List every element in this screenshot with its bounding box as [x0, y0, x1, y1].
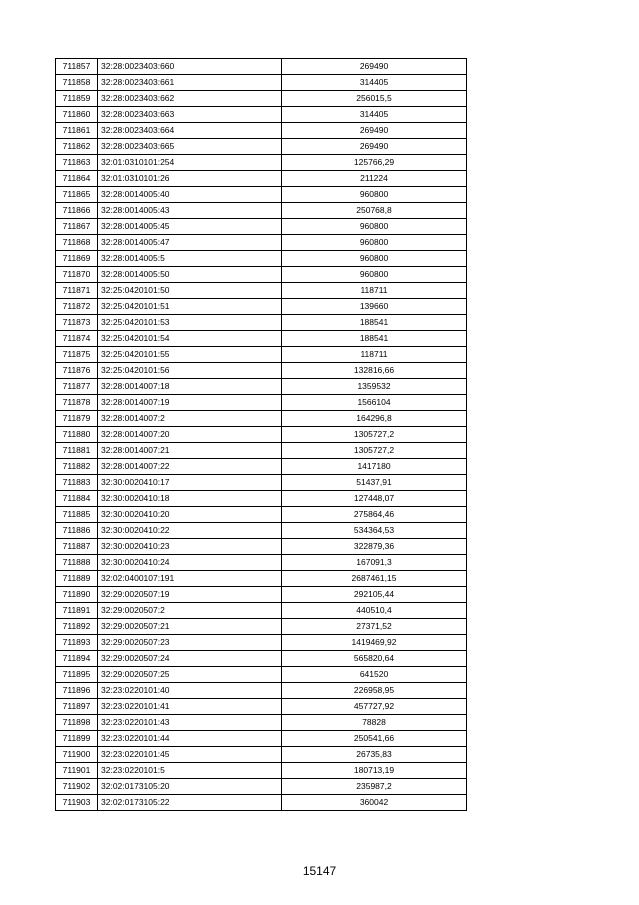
value-cell: 269490: [282, 139, 467, 155]
table-row: [56, 491, 467, 507]
row-id-cell: 711862: [56, 139, 98, 155]
value-cell: 250768,8: [282, 203, 467, 219]
value-cell: 2687461,15: [282, 571, 467, 587]
table-row: [56, 107, 467, 123]
cadastral-number-cell: 32:28:0014005:43: [98, 203, 282, 219]
value-cell: 188541: [282, 331, 467, 347]
table-row: [56, 683, 467, 699]
table-row: [56, 763, 467, 779]
table-row: [56, 219, 467, 235]
table-row: [56, 507, 467, 523]
row-id-cell: 711873: [56, 315, 98, 331]
value-cell: 292105,44: [282, 587, 467, 603]
table-row: [56, 171, 467, 187]
row-id-cell: 711872: [56, 299, 98, 315]
cadastral-number-cell: 32:28:0014007:18: [98, 379, 282, 395]
table-row: [56, 539, 467, 555]
cadastral-number-cell: 32:23:0220101:5: [98, 763, 282, 779]
cadastral-number-cell: 32:23:0220101:43: [98, 715, 282, 731]
cadastral-number-cell: 32:25:0420101:51: [98, 299, 282, 315]
row-id-cell: 711894: [56, 651, 98, 667]
cadastral-number-cell: 32:28:0014007:20: [98, 427, 282, 443]
row-id-cell: 711861: [56, 123, 98, 139]
value-cell: 960800: [282, 251, 467, 267]
table-row: [56, 635, 467, 651]
table-row: [56, 523, 467, 539]
cadastral-number-cell: 32:29:0020507:24: [98, 651, 282, 667]
table-row: [56, 443, 467, 459]
value-cell: 360042: [282, 795, 467, 811]
row-id-cell: 711871: [56, 283, 98, 299]
cadastral-value-table: [55, 58, 467, 811]
row-id-cell: 711865: [56, 187, 98, 203]
table-row: [56, 187, 467, 203]
table-row: [56, 91, 467, 107]
cadastral-number-cell: 32:28:0023403:665: [98, 139, 282, 155]
cadastral-number-cell: 32:29:0020507:23: [98, 635, 282, 651]
cadastral-number-cell: 32:25:0420101:50: [98, 283, 282, 299]
row-id-cell: 711879: [56, 411, 98, 427]
table-row: [56, 123, 467, 139]
value-cell: 1417180: [282, 459, 467, 475]
table-row: [56, 699, 467, 715]
cadastral-number-cell: 32:29:0020507:21: [98, 619, 282, 635]
row-id-cell: 711896: [56, 683, 98, 699]
cadastral-number-cell: 32:28:0014007:2: [98, 411, 282, 427]
cadastral-number-cell: 32:29:0020507:19: [98, 587, 282, 603]
cadastral-number-cell: 32:28:0023403:664: [98, 123, 282, 139]
cadastral-number-cell: 32:25:0420101:53: [98, 315, 282, 331]
table-body: [56, 59, 467, 811]
table-row: [56, 795, 467, 811]
table-row: [56, 395, 467, 411]
table-row: [56, 731, 467, 747]
row-id-cell: 711883: [56, 475, 98, 491]
value-cell: 440510,4: [282, 603, 467, 619]
value-cell: 180713,19: [282, 763, 467, 779]
cadastral-number-cell: 32:30:0020410:22: [98, 523, 282, 539]
cadastral-number-cell: 32:30:0020410:24: [98, 555, 282, 571]
value-cell: 960800: [282, 267, 467, 283]
value-cell: 960800: [282, 235, 467, 251]
cadastral-number-cell: 32:30:0020410:23: [98, 539, 282, 555]
row-id-cell: 711892: [56, 619, 98, 635]
value-cell: 565820,64: [282, 651, 467, 667]
row-id-cell: 711882: [56, 459, 98, 475]
table-row: [56, 267, 467, 283]
row-id-cell: 711889: [56, 571, 98, 587]
cadastral-number-cell: 32:28:0014007:22: [98, 459, 282, 475]
cadastral-number-cell: 32:30:0020410:17: [98, 475, 282, 491]
cadastral-number-cell: 32:23:0220101:41: [98, 699, 282, 715]
value-cell: 167091,3: [282, 555, 467, 571]
value-cell: 125766,29: [282, 155, 467, 171]
table-row: [56, 571, 467, 587]
cadastral-number-cell: 32:28:0014007:21: [98, 443, 282, 459]
value-cell: 534364,53: [282, 523, 467, 539]
row-id-cell: 711868: [56, 235, 98, 251]
table-row: [56, 251, 467, 267]
value-cell: 250541,66: [282, 731, 467, 747]
value-cell: 1566104: [282, 395, 467, 411]
row-id-cell: 711869: [56, 251, 98, 267]
value-cell: 960800: [282, 219, 467, 235]
cadastral-number-cell: 32:28:0014005:47: [98, 235, 282, 251]
value-cell: 314405: [282, 75, 467, 91]
value-cell: 641520: [282, 667, 467, 683]
cadastral-number-cell: 32:30:0020410:20: [98, 507, 282, 523]
cadastral-number-cell: 32:28:0014005:50: [98, 267, 282, 283]
table-row: [56, 331, 467, 347]
table-row: [56, 347, 467, 363]
row-id-cell: 711859: [56, 91, 98, 107]
value-cell: 26735,83: [282, 747, 467, 763]
row-id-cell: 711874: [56, 331, 98, 347]
table-row: [56, 555, 467, 571]
row-id-cell: 711870: [56, 267, 98, 283]
row-id-cell: 711877: [56, 379, 98, 395]
value-cell: 457727,92: [282, 699, 467, 715]
cadastral-number-cell: 32:25:0420101:55: [98, 347, 282, 363]
row-id-cell: 711888: [56, 555, 98, 571]
cadastral-number-cell: 32:29:0020507:25: [98, 667, 282, 683]
row-id-cell: 711897: [56, 699, 98, 715]
row-id-cell: 711864: [56, 171, 98, 187]
table-row: [56, 283, 467, 299]
cadastral-number-cell: 32:02:0400107:191: [98, 571, 282, 587]
cadastral-number-cell: 32:23:0220101:40: [98, 683, 282, 699]
row-id-cell: 711903: [56, 795, 98, 811]
value-cell: 27371,52: [282, 619, 467, 635]
cadastral-number-cell: 32:29:0020507:2: [98, 603, 282, 619]
row-id-cell: 711878: [56, 395, 98, 411]
table-row: [56, 363, 467, 379]
value-cell: 226958,95: [282, 683, 467, 699]
cadastral-number-cell: 32:28:0023403:663: [98, 107, 282, 123]
row-id-cell: 711876: [56, 363, 98, 379]
row-id-cell: 711884: [56, 491, 98, 507]
cadastral-number-cell: 32:28:0023403:661: [98, 75, 282, 91]
row-id-cell: 711898: [56, 715, 98, 731]
value-cell: 235987,2: [282, 779, 467, 795]
row-id-cell: 711895: [56, 667, 98, 683]
row-id-cell: 711900: [56, 747, 98, 763]
table-row: [56, 667, 467, 683]
value-cell: 269490: [282, 59, 467, 75]
table-row: [56, 459, 467, 475]
row-id-cell: 711890: [56, 587, 98, 603]
row-id-cell: 711875: [56, 347, 98, 363]
table-row: [56, 651, 467, 667]
cadastral-number-cell: 32:30:0020410:18: [98, 491, 282, 507]
table-row: [56, 379, 467, 395]
cadastral-number-cell: 32:01:0310101:26: [98, 171, 282, 187]
row-id-cell: 711886: [56, 523, 98, 539]
row-id-cell: 711902: [56, 779, 98, 795]
value-cell: 139660: [282, 299, 467, 315]
table-row: [56, 587, 467, 603]
value-cell: 1305727,2: [282, 427, 467, 443]
value-cell: 132816,66: [282, 363, 467, 379]
value-cell: 78828: [282, 715, 467, 731]
cadastral-number-cell: 32:25:0420101:56: [98, 363, 282, 379]
table-row: [56, 139, 467, 155]
row-id-cell: 711899: [56, 731, 98, 747]
value-cell: 164296,8: [282, 411, 467, 427]
row-id-cell: 711887: [56, 539, 98, 555]
value-cell: 1419469,92: [282, 635, 467, 651]
row-id-cell: 711893: [56, 635, 98, 651]
cadastral-number-cell: 32:28:0014005:45: [98, 219, 282, 235]
row-id-cell: 711860: [56, 107, 98, 123]
table-row: [56, 747, 467, 763]
value-cell: 1359532: [282, 379, 467, 395]
table-row: [56, 59, 467, 75]
value-cell: 211224: [282, 171, 467, 187]
cadastral-number-cell: 32:28:0014005:40: [98, 187, 282, 203]
table-row: [56, 203, 467, 219]
table-row: [56, 475, 467, 491]
table-row: [56, 715, 467, 731]
value-cell: 1305727,2: [282, 443, 467, 459]
page-number: 15147: [302, 864, 337, 878]
table-row: [56, 619, 467, 635]
table-row: [56, 299, 467, 315]
row-id-cell: 711901: [56, 763, 98, 779]
value-cell: 269490: [282, 123, 467, 139]
table-row: [56, 315, 467, 331]
cadastral-number-cell: 32:23:0220101:44: [98, 731, 282, 747]
table-row: [56, 75, 467, 91]
value-cell: 118711: [282, 347, 467, 363]
row-id-cell: 711863: [56, 155, 98, 171]
row-id-cell: 711866: [56, 203, 98, 219]
cadastral-number-cell: 32:28:0023403:662: [98, 91, 282, 107]
cadastral-number-cell: 32:01:0310101:254: [98, 155, 282, 171]
row-id-cell: 711885: [56, 507, 98, 523]
value-cell: 188541: [282, 315, 467, 331]
row-id-cell: 711880: [56, 427, 98, 443]
row-id-cell: 711881: [56, 443, 98, 459]
cadastral-number-cell: 32:25:0420101:54: [98, 331, 282, 347]
cadastral-number-cell: 32:02:0173105:20: [98, 779, 282, 795]
cadastral-number-cell: 32:28:0023403:660: [98, 59, 282, 75]
cadastral-number-cell: 32:28:0014005:5: [98, 251, 282, 267]
value-cell: 275864,46: [282, 507, 467, 523]
value-cell: 127448,07: [282, 491, 467, 507]
table-row: [56, 155, 467, 171]
value-cell: 960800: [282, 187, 467, 203]
row-id-cell: 711867: [56, 219, 98, 235]
value-cell: 314405: [282, 107, 467, 123]
cadastral-number-cell: 32:28:0014007:19: [98, 395, 282, 411]
table-row: [56, 603, 467, 619]
value-cell: 118711: [282, 283, 467, 299]
row-id-cell: 711858: [56, 75, 98, 91]
row-id-cell: 711857: [56, 59, 98, 75]
table-row: [56, 779, 467, 795]
value-cell: 322879,36: [282, 539, 467, 555]
cadastral-number-cell: 32:02:0173105:22: [98, 795, 282, 811]
table-row: [56, 235, 467, 251]
table-row: [56, 427, 467, 443]
table-row: [56, 411, 467, 427]
value-cell: 51437,91: [282, 475, 467, 491]
value-cell: 256015,5: [282, 91, 467, 107]
cadastral-number-cell: 32:23:0220101:45: [98, 747, 282, 763]
row-id-cell: 711891: [56, 603, 98, 619]
